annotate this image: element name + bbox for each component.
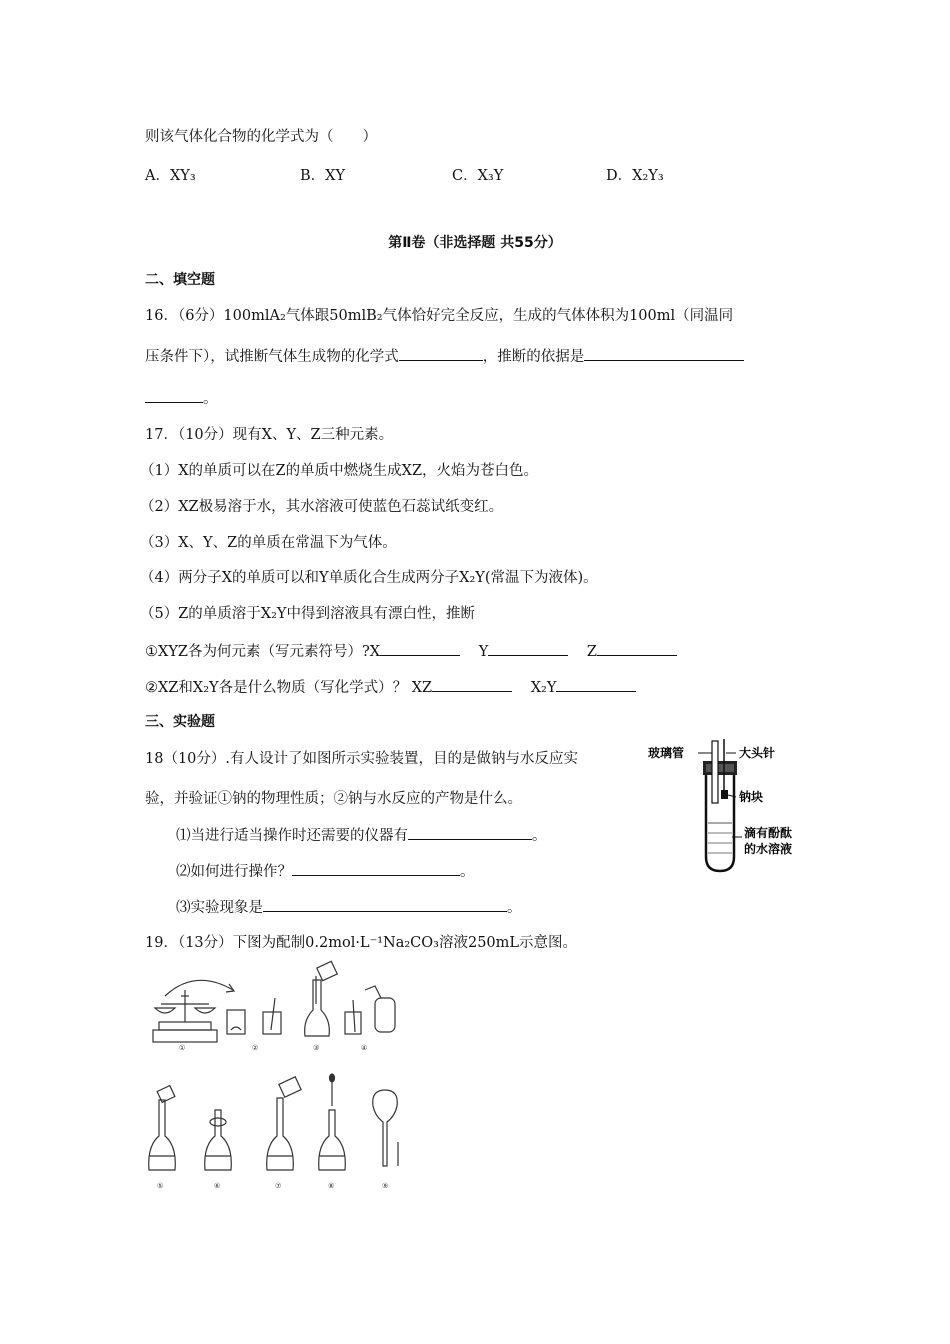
q17-sub2-x2y: X₂Y: [530, 680, 557, 696]
q18-part3-text: ⑶实验现象是: [176, 900, 263, 916]
q15-option-d: D．X₂Y₃: [606, 168, 664, 184]
solution-preparation-figure: [145, 960, 415, 1192]
xz-blank[interactable]: [432, 677, 512, 692]
q18-part1-text: ⑴当进行适当操作时还需要的仪器有: [176, 828, 408, 844]
q16-formula-blank[interactable]: [399, 346, 483, 361]
q16-line2: [145, 346, 744, 367]
q16-text-a: 压条件下），试推断气体生成物的化学式: [145, 349, 399, 365]
q15-option-c: C．X₃Y: [452, 168, 504, 184]
fill-heading: 二、填空题: [145, 272, 215, 288]
q18-part2: [176, 861, 475, 882]
step-6-label: ⑥: [214, 1182, 221, 1190]
step-4-label: ④: [361, 1044, 368, 1052]
z-blank[interactable]: [597, 641, 677, 656]
step-9-label: ⑨: [382, 1182, 389, 1190]
q17-sub1-lead: ①XYZ各为何元素（写元素符号）?X: [145, 644, 381, 660]
q18-part3: [176, 897, 522, 918]
q17-sub2: [145, 677, 636, 698]
q16-line1: 16．（6分）100mlA₂气体跟50mlB₂气体恰好完全反应，生成的气体体积为100ml（同温同: [145, 308, 734, 324]
q17-item-3: （3）X、Y、Z的单质在常温下为气体。: [140, 535, 397, 551]
q17-item-4: （4）两分子X的单质可以和Y单质化合生成两分子X₂Y(常温下为液体)。: [140, 570, 598, 586]
step-1-label: ①: [179, 1044, 186, 1052]
q18-operation-blank[interactable]: [292, 861, 460, 876]
q17-sub1-y: Y: [478, 644, 489, 660]
q18-line1: 18（10分）.有人设计了如图所示实验装置，目的是做钠与水反应实: [145, 751, 579, 767]
q17-sub1-z: Z: [586, 644, 597, 660]
label-solution-1: 滴有酚酞: [744, 826, 793, 840]
q19-line: 19．（13分）下图为配制0.2mol·L⁻¹Na₂CO₃溶液250mL示意图。: [145, 935, 578, 951]
step-8-label: ⑧: [328, 1182, 335, 1190]
q15-stem: 则该气体化合物的化学式为（ ）: [145, 129, 377, 145]
sodium-water-apparatus-figure: [646, 735, 818, 877]
label-solution-2: 的水溶液: [744, 842, 793, 856]
q17-sub2-lead: ②XZ和X₂Y各是什么物质（写化学式）？ XZ: [145, 680, 433, 696]
section-title: 第Ⅱ卷（非选择题 共55分）: [388, 235, 562, 251]
label-sodium: 钠块: [739, 790, 764, 804]
label-glass-tube: 玻璃管: [648, 746, 685, 760]
q17-sub1: [145, 641, 677, 662]
q18-phenomenon-blank[interactable]: [263, 897, 507, 912]
q17-intro: 17．（10分）现有X、Y、Z三种元素。: [145, 427, 394, 443]
q18-line2: 验，并验证①钠的物理性质；②钠与水反应的产物是什么。: [145, 791, 522, 807]
exp-heading: 三、实验题: [145, 714, 215, 730]
x2y-blank[interactable]: [556, 677, 636, 692]
q18-part2-end: 。: [460, 864, 475, 880]
q15-option-a: A．XY₃: [145, 168, 196, 184]
q18-part2-text: ⑵如何进行操作？: [176, 864, 292, 880]
q18-instruments-blank[interactable]: [408, 825, 532, 840]
q17-item-5: （5）Z的单质溶于X₂Y中得到溶液具有漂白性，推断: [140, 606, 476, 622]
q16-line3: [145, 388, 218, 409]
q16-text-b: ，推断的依据是: [482, 349, 585, 365]
q16-period: 。: [203, 391, 218, 407]
q16-reason-blank-cont[interactable]: [145, 388, 203, 403]
y-blank[interactable]: [488, 641, 568, 656]
step-7-label: ⑦: [275, 1182, 282, 1190]
q18-part3-end: 。: [507, 900, 522, 916]
q17-item-1: （1）X的单质可以在Z的单质中燃烧生成XZ，火焰为苍白色。: [140, 463, 539, 479]
q17-item-2: （2）XZ极易溶于水，其水溶液可使蓝色石蕊试纸变红。: [140, 499, 504, 515]
step-2-label: ②: [252, 1044, 259, 1052]
step-3-label: ③: [313, 1044, 320, 1052]
step-5-label: ⑤: [157, 1182, 164, 1190]
q15-option-b: B．XY: [300, 168, 346, 184]
q18-part1: [176, 825, 547, 846]
q16-reason-blank[interactable]: [584, 346, 744, 361]
label-pin: 大头针: [739, 746, 776, 760]
q18-part1-end: 。: [532, 828, 547, 844]
x-blank[interactable]: [380, 641, 460, 656]
